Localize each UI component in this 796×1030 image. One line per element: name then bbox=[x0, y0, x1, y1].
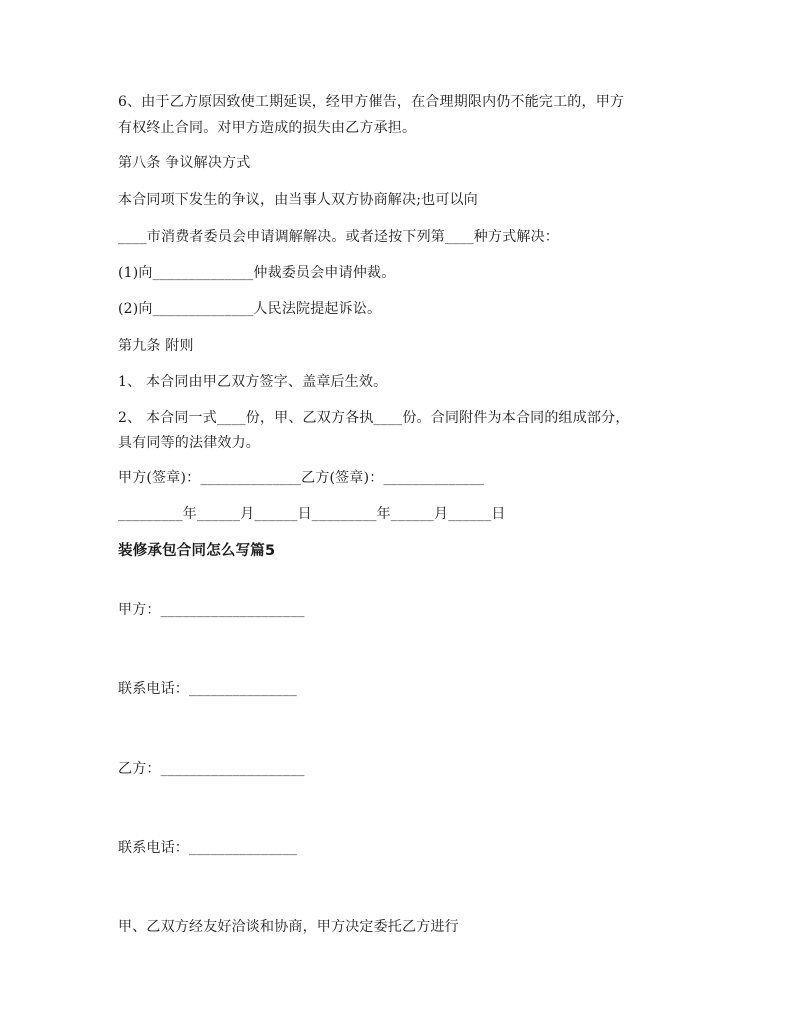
section-heading: 装修承包合同怎么写篇5 bbox=[118, 543, 276, 559]
date-line: _________年______月______日_________年______月______日 bbox=[118, 506, 506, 522]
lawsuit-option: (2)向______________人民法院提起诉讼。 bbox=[118, 301, 382, 317]
clause-6-line-1: 6、由于乙方原因致使工期延误，经甲方催告，在合理期限内仍不能完工的，甲方 bbox=[118, 94, 625, 110]
supplementary-item-2-line-2: 具有同等的法律效力。 bbox=[118, 435, 260, 451]
supplementary-item-1: 1、 本合同由甲乙双方签字、盖章后生效。 bbox=[118, 374, 388, 390]
arbitration-option: (1)向______________仲裁委员会申请仲裁。 bbox=[118, 265, 396, 281]
article-9-title: 第九条 附则 bbox=[118, 338, 194, 354]
party-b-phone-field: 联系电话：_______________ bbox=[118, 840, 297, 856]
party-b-field: 乙方：____________________ bbox=[118, 761, 305, 777]
signature-line: 甲方(签章)：______________乙方(签章)：______________ bbox=[118, 470, 485, 486]
dispute-paragraph-line-2: ____市消费者委员会申请调解解决。或者迳按下列第____种方式解决： bbox=[118, 229, 559, 245]
party-a-phone-field: 联系电话：_______________ bbox=[118, 681, 297, 697]
party-a-field: 甲方：____________________ bbox=[118, 602, 305, 618]
supplementary-item-2-line-1: 2、 本合同一式____份，甲、乙双方各执____份。合同附件为本合同的组成部分， bbox=[118, 410, 630, 426]
dispute-paragraph-line-1: 本合同项下发生的争议，由当事人双方协商解决;也可以向 bbox=[118, 192, 478, 208]
clause-6-line-2: 有权终止合同。对甲方造成的损失由乙方承担。 bbox=[118, 120, 417, 136]
article-8-title: 第八条 争议解决方式 bbox=[118, 155, 251, 171]
agreement-intro-line: 甲、乙双方经友好洽谈和协商，甲方决定委托乙方进行 bbox=[118, 919, 459, 935]
